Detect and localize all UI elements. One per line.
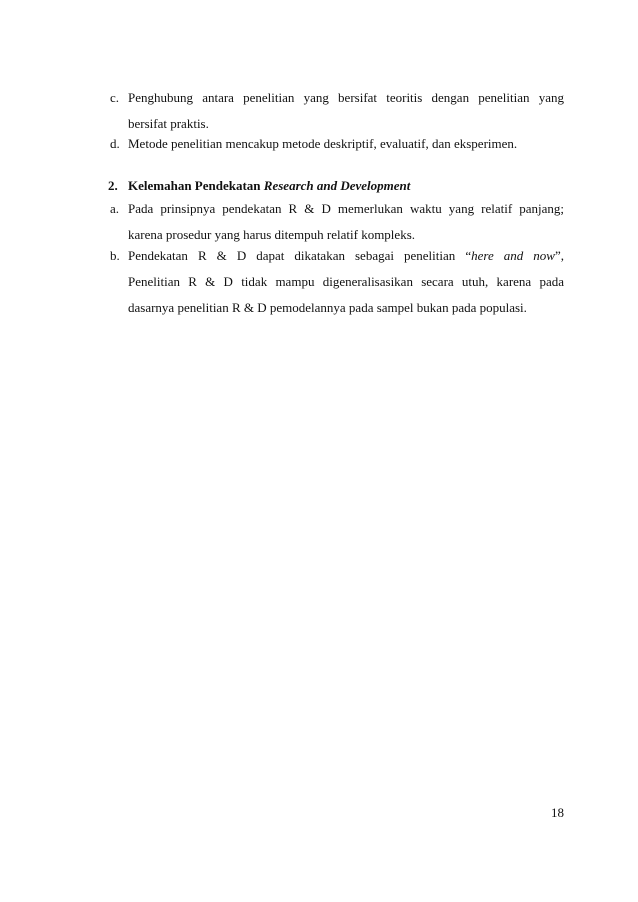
list-item-b xyxy=(110,243,564,321)
list-item-text: karena prosedur yang harus ditempuh relatif kompleks. xyxy=(128,227,415,242)
list-item-text: Metode penelitian mencakup metode deskriptif, evaluatif, dan eksperimen. xyxy=(128,136,518,151)
list-item-text: Pada prinsipnya pendekatan R & D memerlukan waktu yang relatif panjang; xyxy=(128,201,564,216)
list-item-a xyxy=(110,196,564,248)
list-item-text: dasarnya penelitian R & D pemodelannya pada sampel bukan pada populasi. xyxy=(128,300,527,315)
list-item-text: bersifat praktis. xyxy=(128,116,209,131)
list-marker: d. xyxy=(110,136,120,151)
list-marker: b. xyxy=(110,248,120,263)
section-number: 2. xyxy=(108,178,118,193)
list-item-text xyxy=(128,243,564,269)
list-marker: a. xyxy=(110,201,120,216)
list-item-text: Penghubung antara penelitian yang bersifat teoritis dengan penelitian yang xyxy=(128,90,564,105)
section-title-italic: Research and Development xyxy=(263,178,411,193)
list-item-text: Penelitian R & D tidak mampu digeneralisasikan secara utuh, karena pada xyxy=(128,274,564,289)
list-item-text-part: ”, xyxy=(554,248,564,263)
list-item-text-part: Pendekatan R & D dapat dikatakan sebagai penelitian “ xyxy=(128,248,472,263)
section-title: Kelemahan Pendekatan xyxy=(128,178,261,193)
list-marker: c. xyxy=(110,90,120,105)
italic-phrase: here and now xyxy=(471,248,555,263)
list-item-d xyxy=(110,131,564,157)
page-number: 18 xyxy=(551,805,564,820)
list-item-c xyxy=(110,85,564,137)
